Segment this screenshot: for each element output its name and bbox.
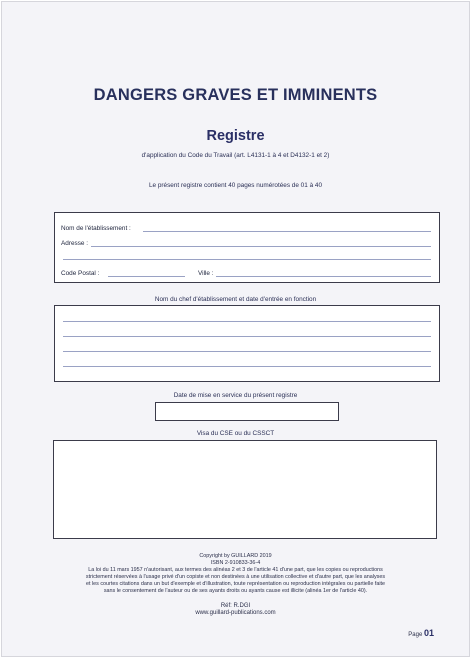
reference: Réf: R.DGI [220,603,251,609]
visa-label: Visa du CSE ou du CSSCT [196,430,275,437]
city-label: Ville : [198,270,214,277]
law-notice-line: La loi du 11 mars 1957 n'autorisant, aux termes des alinéas 2 et 3 de l'article 41 d'une part, que les copies ou reproductions [88,567,383,573]
legal-reference: d'application du Code du Travail (art. L4131-1 à 4 et D4132-1 et 2) [141,152,330,159]
postal-code-field[interactable] [108,276,185,277]
law-notice-line: et les courtes citations dans un but d'exemple et d'illustration, toute représentation ou reproduction intégrales ou partielle faite [85,581,386,587]
director-line[interactable] [63,366,431,367]
service-date-label: Date de mise en service du présent registre [173,392,298,399]
postal-code-label: Code Postal : [61,270,100,277]
address-field-line-2[interactable] [63,259,431,260]
pages-notice: Le présent registre contient 40 pages numérotées de 01 à 40 [148,182,323,189]
director-label: Nom du chef d'établissement et date d'entrée en fonction [154,296,317,303]
page-number [408,628,434,638]
director-box[interactable] [54,305,440,382]
page-title: DANGERS GRAVES ET IMMINENTS [93,86,378,104]
law-notice-line: strictement réservées à l'usage privé d'un copiste et non destinées à une utilisation collective et d'autre part, que les analyses [85,574,386,580]
city-field[interactable] [216,276,431,277]
page-label: Page [408,632,423,638]
establishment-box [54,212,440,283]
service-date-field[interactable] [155,402,339,421]
register-page [1,1,470,657]
establishment-name-label: Nom de l'établissement : [61,225,131,232]
establishment-name-field[interactable] [143,231,431,232]
director-line[interactable] [63,321,431,322]
address-label: Adresse : [61,240,88,247]
director-line[interactable] [63,336,431,337]
copyright: Copyright by GUILLARD 2019 [199,553,272,559]
law-notice-line: sans le consentement de l'auteur ou de ses ayants droits ou ayants cause est illicite (alinéa 1er de l'article 40). [103,588,368,594]
page-subtitle: Registre [206,128,265,144]
isbn: ISBN 2-910833-36-4 [210,560,261,566]
website-link[interactable]: www.guillard-publications.com [195,610,276,616]
visa-box[interactable] [53,440,437,539]
page-number-value: 01 [423,628,434,638]
address-field[interactable] [91,246,431,247]
director-line[interactable] [63,351,431,352]
